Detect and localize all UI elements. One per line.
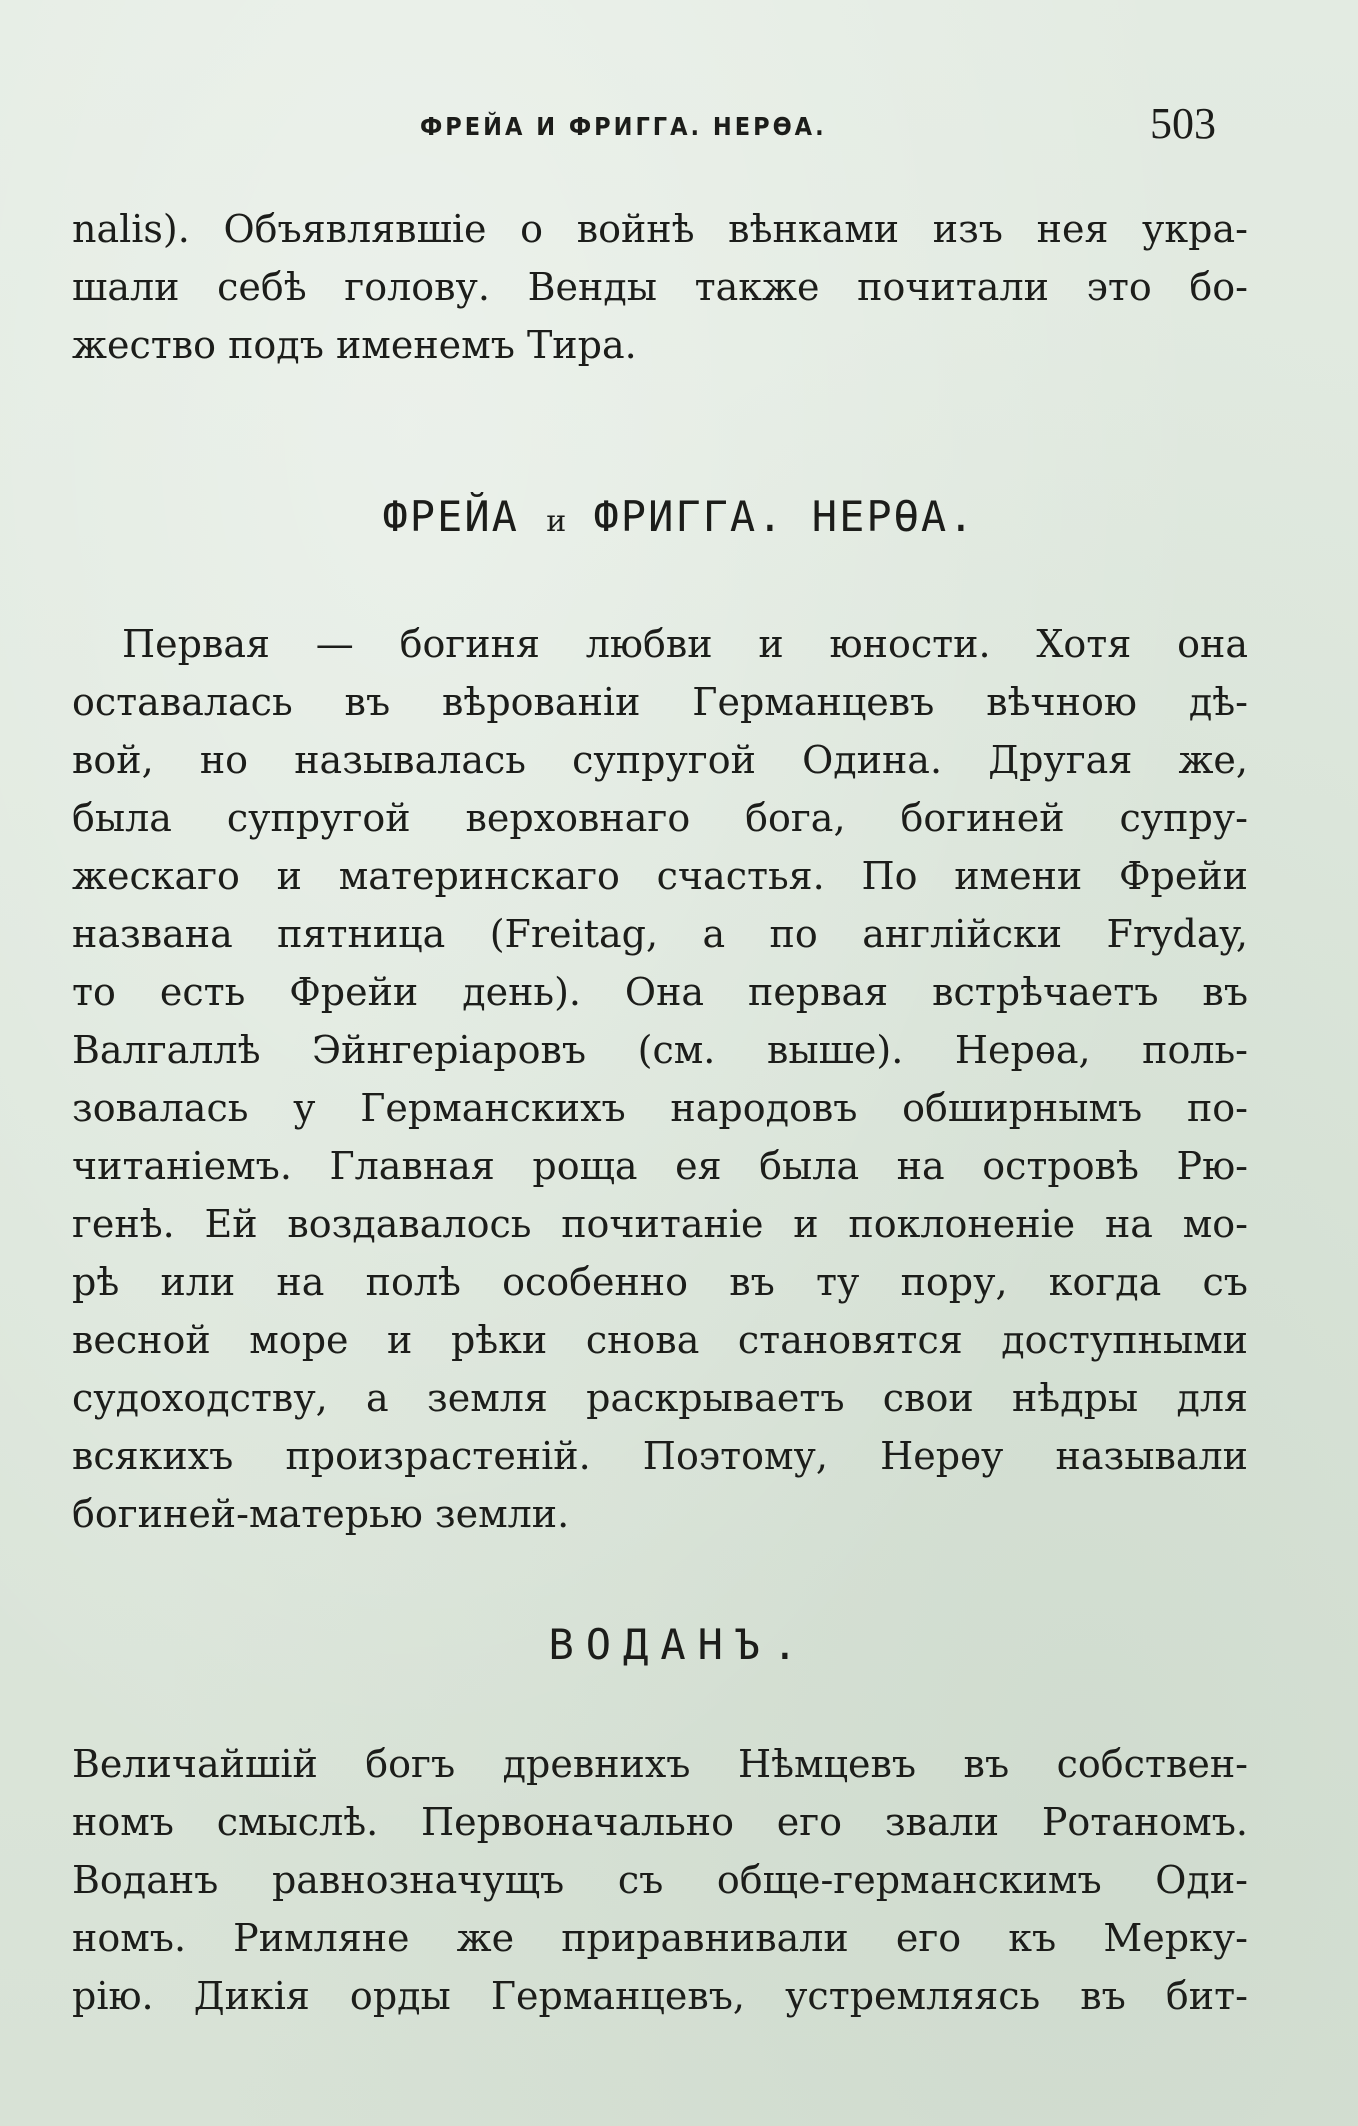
- running-head: [0, 96, 1358, 156]
- heading-part: и: [546, 504, 567, 539]
- heading-part: ФРИГГА. НЕРѲА.: [593, 492, 976, 541]
- text-line: жество подъ именемъ Тира.: [72, 323, 637, 367]
- text-line: весной море и рѣки снова становятся доступными: [72, 1318, 1248, 1362]
- text-line: Первая — богиня любви и юности. Хотя она: [122, 622, 1248, 666]
- text-line: номъ смыслѣ. Первоначально его звали Ротаномъ.: [72, 1800, 1248, 1844]
- text-line: названа пятница (Freitag, а по англійски Fryday,: [72, 912, 1248, 956]
- heading-part: ФРЕЙА: [382, 492, 519, 541]
- text-line: то есть Фрейи день). Она первая встрѣчаетъ въ: [72, 970, 1248, 1014]
- section-heading-wodan: ВОДАНЪ.: [548, 1620, 810, 1669]
- page-number: 503: [1150, 99, 1216, 148]
- text-line: nalis). Объявлявшіе о войнѣ вѣнками изъ нея укра-: [72, 207, 1248, 251]
- text-line: жескаго и материнскаго счастья. По имени Фрейи: [72, 854, 1248, 898]
- text-line: Величайшій богъ древнихъ Нѣмцевъ въ собствен-: [72, 1742, 1248, 1786]
- running-title: ФРЕЙА И ФРИГГА. НЕРѲА.: [420, 112, 827, 141]
- text-line: была супругой верховнаго бога, богиней супру-: [72, 796, 1248, 840]
- text-line: рѣ или на полѣ особенно въ ту пору, когда съ: [72, 1260, 1248, 1304]
- text-line: зовалась у Германскихъ народовъ обширнымъ по-: [72, 1086, 1248, 1130]
- text-line: Валгаллѣ Эйнгеріаровъ (см. выше). Нерѳа, поль-: [72, 1028, 1248, 1072]
- text-line: вой, но называлась супругой Одина. Другая же,: [72, 738, 1248, 782]
- text-line: шали себѣ голову. Венды также почитали это бо-: [72, 265, 1248, 309]
- text-line: судоходству, а земля раскрываетъ свои нѣдры для: [72, 1376, 1248, 1420]
- section-heading-freya-frigga: [0, 492, 1358, 541]
- text-line: рію. Дикія орды Германцевъ, устремляясь въ бит-: [72, 1974, 1248, 2018]
- text-line: читаніемъ. Главная роща ея была на островѣ Рю-: [72, 1144, 1248, 1188]
- paragraph-wodan: [72, 1735, 1248, 2025]
- text-line: богиней-матерью земли.: [72, 1492, 570, 1536]
- paragraph-tyr-ending: [72, 200, 1248, 374]
- paragraph-freya-frigga: [72, 615, 1248, 1543]
- text-line: генѣ. Ей воздавалось почитаніе и поклоненіе на мо-: [72, 1202, 1248, 1246]
- text-line: Воданъ равнозначущъ съ обще-германскимъ Оди-: [72, 1858, 1248, 1902]
- text-line: всякихъ произрастеній. Поэтому, Нерѳу называли: [72, 1434, 1248, 1478]
- text-line: оставалась въ вѣрованіи Германцевъ вѣчною дѣ-: [72, 680, 1248, 724]
- text-line: номъ. Римляне же приравнивали его къ Мерку-: [72, 1916, 1248, 1960]
